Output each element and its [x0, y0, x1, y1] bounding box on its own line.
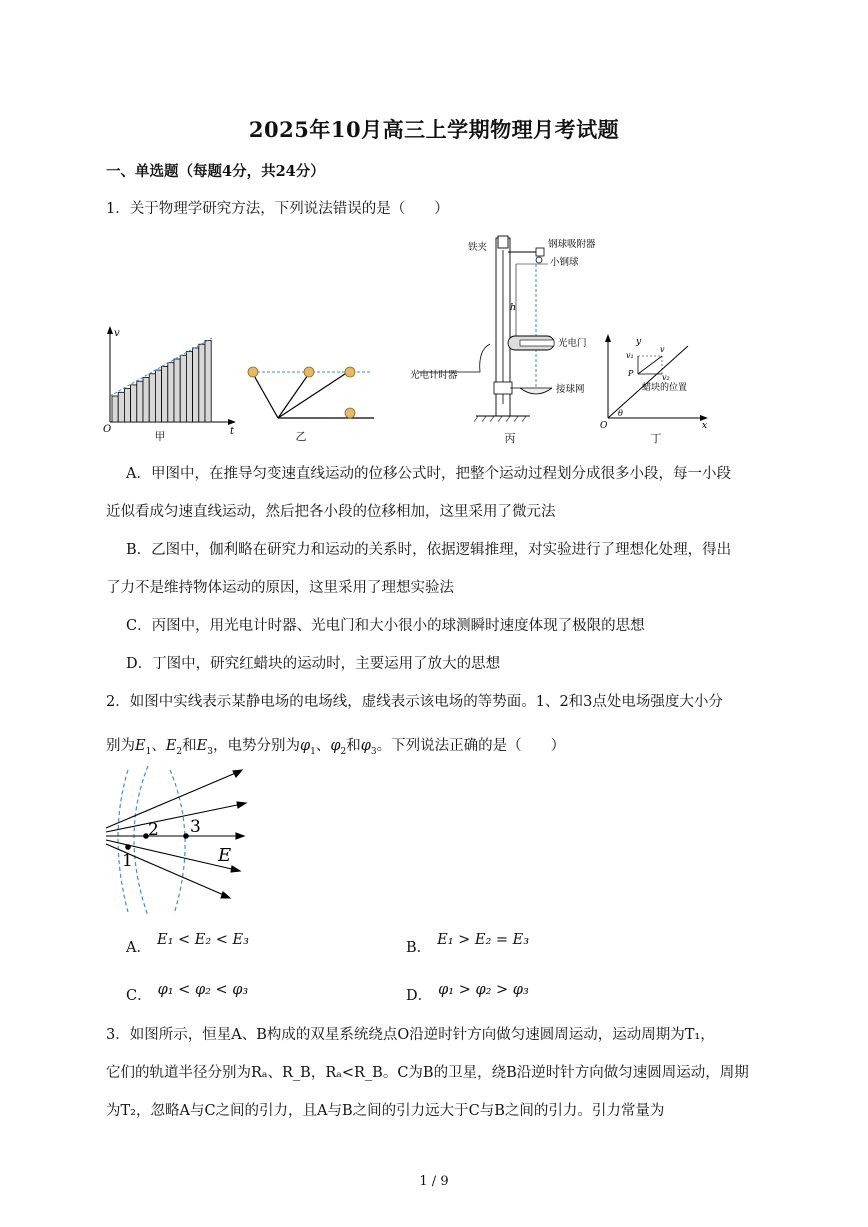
q2-text-e: 、 [315, 738, 331, 754]
q1-option-d: D．丁图中，研究红蜡块的运动时，主要运用了放大的思想 [126, 656, 501, 672]
q1-stem: 1．关于物理学研究方法，下列说法错误的是（ ） [106, 201, 449, 217]
jia-bar [186, 352, 192, 422]
figure-ding [598, 330, 714, 430]
q2-stem-line1: 2．如图中实线表示某静电场的电场线，虚线表示该电场的等势面。1、2和3点处电场强度大小分 [106, 694, 723, 710]
jia-bar [124, 389, 130, 422]
bing-label-gate: 光电门 [558, 338, 587, 349]
field-point-3: 3 [190, 817, 201, 837]
caption-jia: 甲 [154, 430, 166, 443]
bing-label-h: h [510, 302, 517, 313]
jia-bar [155, 370, 161, 422]
caption-bing: 丙 [504, 432, 516, 445]
q2-text-g: 。下列说法正确的是（ ） [376, 738, 566, 754]
q2-text-a: 别为 [106, 738, 135, 754]
q2-stem-line2: 别为$E_1$、$E_2$和$E_3$，电势分别为$\varphi_1$、$\varphi_2$和$\varphi_3$。下列说法正确的是（ ） [106, 738, 566, 757]
q1-option-b: B．乙图中，伽利略在研究力和运动的关系时，依据逻辑推理，对实验进行了理想化处理，得出 [126, 542, 732, 558]
jia-bar [149, 374, 155, 422]
bing-label-net: 接球网 [556, 384, 585, 395]
jia-bar [168, 363, 174, 422]
bing-label-timer: 光电计时器 [410, 370, 458, 381]
jia-axis-v: v [114, 328, 120, 339]
q3-line1: 3．如图所示，恒星A、B构成的双星系统绕点O沿逆时针方向做匀速圆周运动，运动周期为T₁， [106, 1027, 715, 1043]
section-heading: 一、单选题（每题4分，共24分） [106, 163, 325, 180]
q3-line2: 它们的轨道半径分别为Rₐ、R_B，Rₐ<R_B。C为B的卫星，绕B沿逆时针方向做匀速圆周运动，周期 [106, 1065, 749, 1081]
jia-origin: O [103, 424, 112, 435]
q2-text-b: 、 [151, 738, 166, 754]
q2-option-d: D． φ₁ > φ₂ > φ₃ [406, 982, 529, 1004]
q1-option-c: C．丙图中，用光电计时器、光电门和大小很小的球测瞬时速度体现了极限的思想 [126, 618, 645, 634]
jia-bar [143, 378, 149, 423]
q1-option-b-cont: 了力不是维持物体运动的原因，这里采用了理想实验法 [106, 580, 454, 596]
jia-axis-t: t [230, 426, 235, 437]
field-point-1: 1 [122, 851, 133, 871]
q2-option-c: C． φ₁ < φ₂ < φ₃ [126, 982, 249, 1004]
q3-line3: 为T₂，忽略A与C之间的引力，且A与B之间的引力远大于C与B之间的引力。引力常量为 [106, 1103, 665, 1119]
q2-option-a: A． E₁ < E₂ < E₃ [126, 932, 249, 956]
q2-text-d: ，电势分别为 [212, 738, 300, 754]
ding-vx: v₂ [662, 373, 670, 382]
ding-v: v [660, 345, 665, 354]
field-point-2: 2 [148, 820, 159, 840]
ding-pos: 蜡块的位置 [642, 383, 688, 393]
bing-label-xiqi: 钢球吸附器 [548, 239, 596, 250]
jia-bar [162, 366, 168, 422]
jia-bar [193, 348, 199, 422]
ding-origin: O [600, 421, 608, 430]
q2-text-f: 和 [346, 738, 361, 754]
ding-vy: v₁ [626, 351, 634, 360]
q1-option-a-cont: 近似看成匀速直线运动，然后把各小段的位移相加，这里采用了微元法 [106, 504, 556, 520]
q2-text-c: 和 [182, 738, 197, 754]
jia-bar [174, 359, 180, 422]
caption-ding: 丁 [650, 432, 662, 445]
jia-bar [180, 355, 186, 422]
figure-yi [238, 360, 378, 425]
ding-theta: θ [618, 409, 623, 418]
jia-bar [118, 392, 124, 422]
jia-bar [131, 385, 137, 422]
bing-label-ball: 小钢球 [550, 257, 579, 268]
page-number: 1 / 9 [419, 1174, 449, 1189]
jia-bar [137, 381, 143, 422]
figure-field-lines [100, 766, 250, 916]
page-title: 2025年10月高三上学期物理月考试题 [248, 117, 620, 142]
ding-axis-x: x [702, 421, 708, 430]
q1-option-a: A．甲图中，在推导匀变速直线运动的位移公式时，把整个运动过程划分成很多小段，每一小段 [126, 466, 731, 482]
bing-label-tiejia: 铁夹 [468, 242, 488, 253]
ding-axis-y: y [636, 337, 642, 347]
ding-p: P [628, 369, 634, 378]
figure-bing [408, 232, 608, 424]
q2-option-b: B． E₁ > E₂ = E₃ [406, 932, 530, 956]
jia-bar [205, 341, 211, 423]
caption-yi: 乙 [295, 430, 307, 443]
field-label-e: E [218, 845, 232, 866]
figure-jia [100, 322, 240, 442]
jia-bar [112, 396, 118, 422]
jia-bar [199, 344, 205, 422]
